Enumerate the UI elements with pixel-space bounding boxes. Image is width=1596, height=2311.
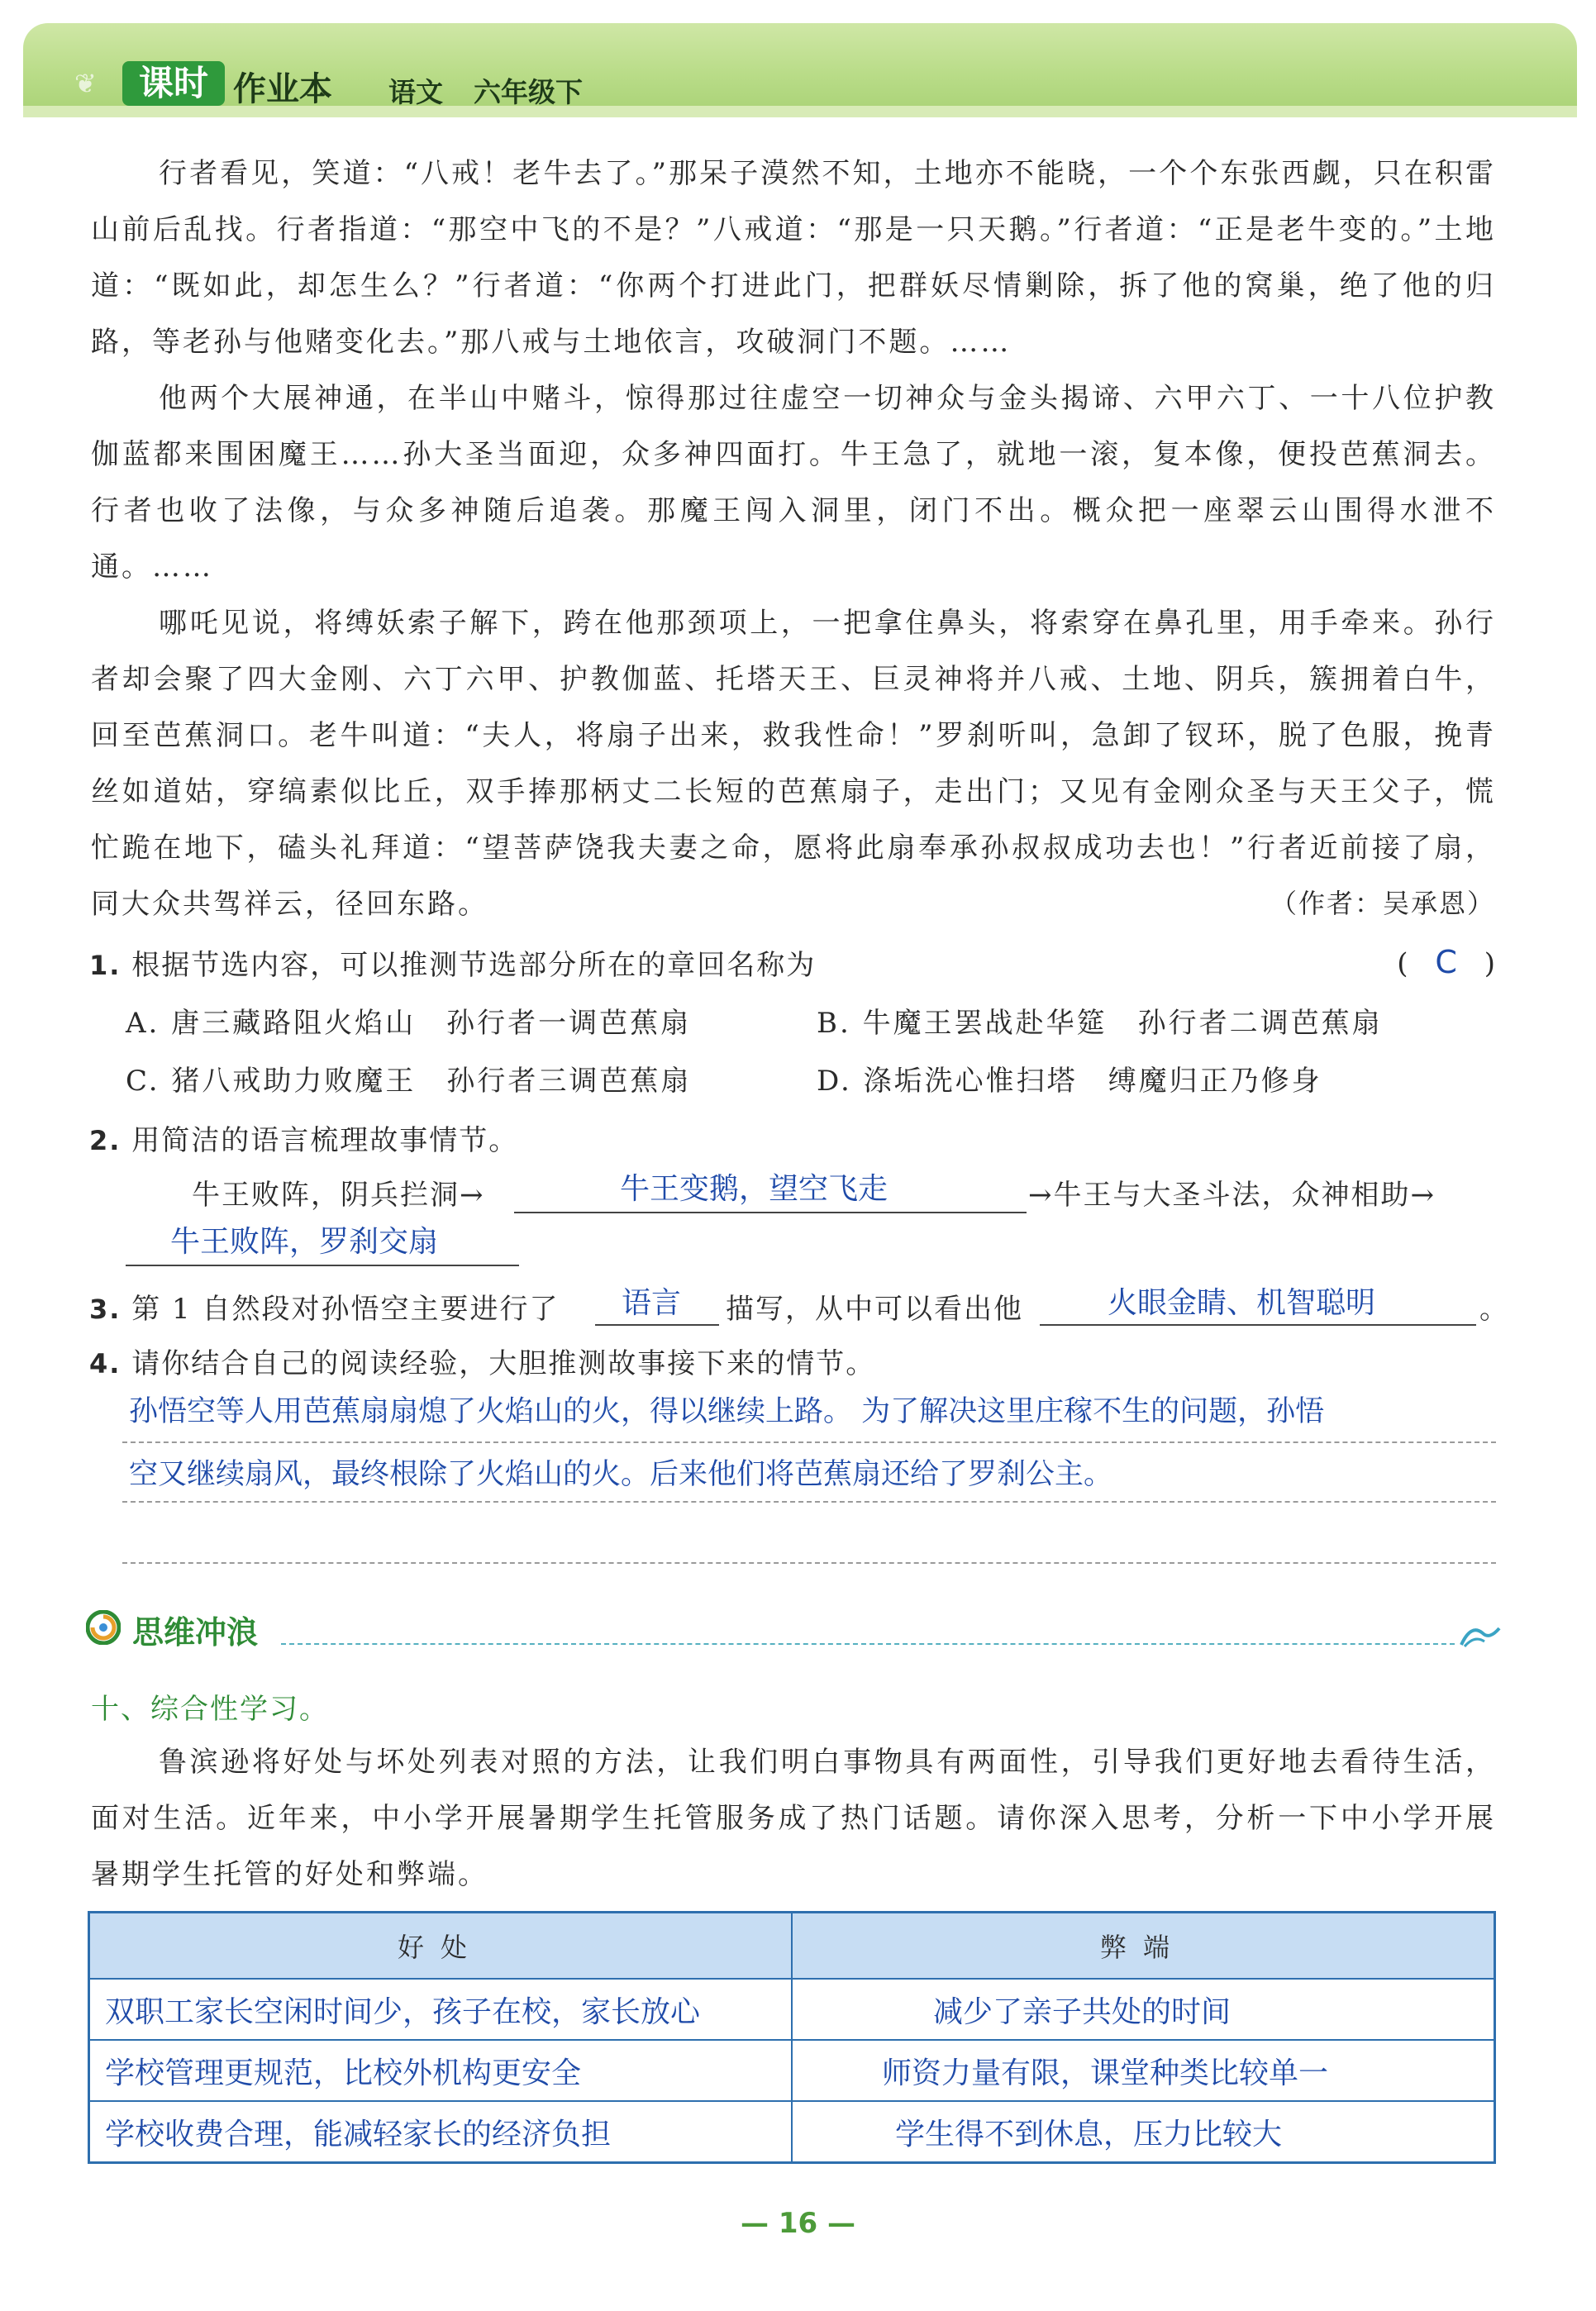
question-1-answer[interactable]: C (1435, 944, 1457, 980)
question-1 (89, 942, 816, 983)
question-1-option-a: A. 唐三藏路阻火焰山 孙行者一调芭蕉扇 (126, 1007, 692, 1040)
question-2-number: 2. (89, 1125, 121, 1156)
table-row (89, 1979, 1495, 2040)
question-1-option-b: B. 牛魔王罢战赴华筵 孙行者二调芭蕉扇 (817, 1007, 1383, 1040)
question-1-option-d: D. 涤垢洗心惟扫塔 缚魔归正乃修身 (817, 1065, 1322, 1098)
passage-paragraph-1: 行者看见，笑道：“八戒！老牛去了。”那呆子漠然不知，土地亦不能晓，一个个东张西觑，只在积雷山前后乱找。行者指道：“那空中飞的不是？”八戒道：“那是一只天鹅。”行者道：“正是老牛变的。”土地道：“既如此，却怎生么？”行者道：“你两个打进此门，把群妖尽情剿除，拆了他的窝巢，绝了他的归路，等老孙与他赌变化去。”那八戒与土地依言，攻破洞门不题。…… (91, 157, 1496, 359)
header-pros: 好处 (89, 1913, 793, 1980)
question-3-answer-2: 火眼金睛、机智聪明 (1108, 1286, 1376, 1320)
question-3-text-b: 描写，从中可以看出他 (726, 1293, 1023, 1326)
pros-cell[interactable]: 学校管理更规范，比校外机构更安全 (89, 2040, 793, 2101)
cons-cell[interactable]: 学生得不到休息，压力比较大 (792, 2101, 1495, 2163)
question-2-answer-1: 牛王变鹅，望空飞走 (620, 1172, 889, 1206)
header-cons: 弊端 (792, 1913, 1495, 1980)
question-3-answer-1: 语言 (622, 1286, 682, 1320)
question-3-blank-2[interactable] (1040, 1324, 1476, 1326)
question-4-number: 4. (89, 1348, 121, 1379)
wave-icon (1460, 1620, 1501, 1648)
question-1-number: 1. (89, 950, 121, 981)
header-grade: 六年级下 (474, 76, 583, 108)
section-title: 思维冲浪 (132, 1614, 259, 1651)
question-2 (89, 1117, 518, 1158)
table-row (89, 2101, 1495, 2163)
section-intro: 鲁滨逊将好处与坏处列表对照的方法，让我们明白事物具有两面性，引导我们更好地去看待生活，面对生活。近年来，中小学开展暑期学生托管服务成了热门话题。请你深入思考，分析一下中小学开展暑期学生托管的好处和弊端。 (91, 1746, 1496, 1891)
pros-cons-table (88, 1911, 1496, 2164)
answer-rule-2 (122, 1501, 1496, 1503)
swirl-icon (86, 1610, 121, 1645)
question-4-text: 请你结合自己的阅读经验，大胆推测故事接下来的情节。 (131, 1347, 876, 1380)
question-3-text-a: 第 1 自然段对孙悟空主要进行了 (131, 1293, 560, 1326)
plot-segment-1: 牛王败阵，阴兵拦洞→ (192, 1179, 485, 1212)
question-2-text: 用简洁的语言梳理故事情节。 (131, 1124, 519, 1157)
question-1-option-c: C. 猪八戒助力败魔王 孙行者三调芭蕉扇 (126, 1065, 692, 1098)
corner-leaf-icon: ❦ (74, 68, 97, 99)
question-2-blank-1[interactable] (514, 1212, 1027, 1213)
pros-cell[interactable]: 学校收费合理，能减轻家长的经济负担 (89, 2101, 793, 2163)
question-2-blank-2[interactable] (126, 1265, 519, 1266)
header-subject: 语文 (388, 76, 443, 108)
question-3-text-c: 。 (1479, 1293, 1509, 1326)
question-3 (89, 1286, 559, 1327)
author-credit: （作者：吴承恩） (1270, 888, 1495, 919)
question-1-answer-bracket (1397, 944, 1495, 980)
table-row (89, 2040, 1495, 2101)
question-3-number: 3. (89, 1294, 121, 1325)
answer-rule-1 (122, 1441, 1496, 1443)
brand-name: 作业本 (233, 70, 332, 108)
question-1-text: 根据节选内容，可以推测节选部分所在的章回名称为 (131, 949, 817, 982)
plot-segment-2: →牛王与大圣斗法，众神相助→ (1028, 1179, 1436, 1212)
pros-cell[interactable]: 双职工家长空闲时间少，孩子在校，家长放心 (89, 1979, 793, 2040)
cons-cell[interactable]: 师资力量有限，课堂种类比较单一 (792, 2040, 1495, 2101)
question-4-answer-line-2: 空又继续扇风，最终根除了火焰山的火。后来他们将芭蕉扇还给了罗刹公主。 (129, 1458, 1113, 1491)
question-4-answer-line-1: 孙悟空等人用芭蕉扇扇熄了火焰山的火，得以继续上路。 为了解决这里庄稼不生的问题，孙悟 (129, 1395, 1325, 1428)
question-2-answer-2: 牛王败阵，罗刹交扇 (170, 1225, 439, 1259)
section-divider (281, 1643, 1455, 1645)
page-number: — 16 — (741, 2207, 855, 2240)
question-4 (89, 1341, 875, 1381)
bracket-open: ( (1397, 947, 1408, 980)
passage-paragraph-2: 他两个大展神通，在半山中赌斗，惊得那过往虚空一切神众与金头揭谛、六甲六丁、一十八位护教伽蓝都来围困魔王……孙大圣当面迎，众多神四面打。牛王急了，就地一滚，复本像，便投芭蕉洞去。行者也收了法像，与众多神随后追袭。那魔王闯入洞里，闭门不出。概众把一座翠云山围得水泄不通。…… (91, 382, 1496, 584)
answer-rule-3[interactable] (122, 1562, 1496, 1564)
bracket-close: ) (1484, 947, 1495, 980)
cons-cell[interactable]: 减少了亲子共处的时间 (792, 1979, 1495, 2040)
passage-paragraph-3: 哪吒见说，将缚妖索子解下，跨在他那颈项上，一把拿住鼻头，将索穿在鼻孔里，用手牵来。孙行者却会聚了四大金刚、六丁六甲、护教伽蓝、托塔天王、巨灵神将并八戒、土地、阴兵，簇拥着白牛，回至芭蕉洞口。老牛叫道：“夫人，将扇子出来，救我性命！”罗刹听叫，急卸了钗环，脱了色服，挽青丝如道姑，穿缟素似比丘，双手捧那柄丈二长短的芭蕉扇子，走出门；又见有金刚众圣与天王父子，慌忙跪在地下，磕头礼拜道：“望菩萨饶我夫妻之命，愿将此扇奉承孙叔叔成功去也！”行者近前接了扇，同大众共驾祥云，径回东路。 (91, 607, 1496, 921)
section-subtitle: 十、综合性学习。 (91, 1693, 329, 1726)
question-3-blank-1[interactable] (595, 1324, 719, 1326)
brand-logo: 课时 (122, 61, 225, 106)
